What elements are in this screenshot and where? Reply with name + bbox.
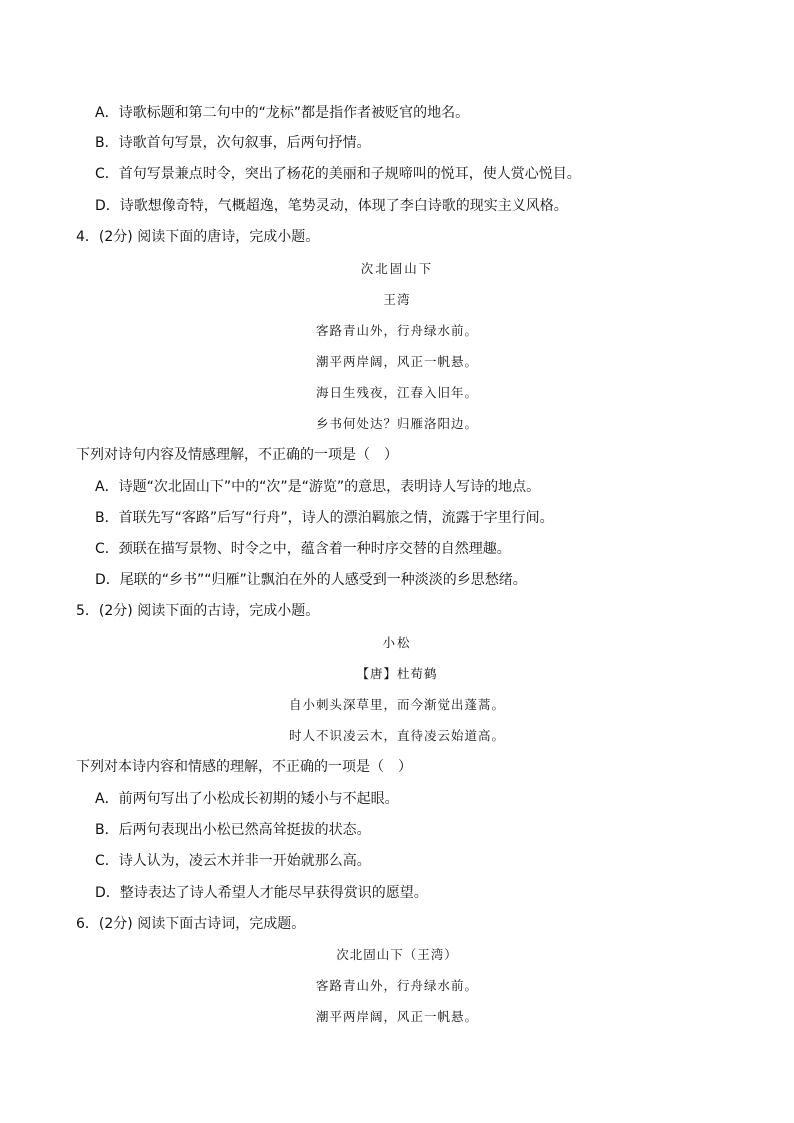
q5-stem: 5．(2分) 阅读下面的古诗，完成小题。 bbox=[76, 603, 320, 619]
q5-option-d: D．整诗表达了诗人希望人才能尽早获得赏识的愿望。 bbox=[95, 885, 428, 901]
q6-stem: 6．(2分) 阅读下面古诗词，完成题。 bbox=[76, 916, 306, 932]
q3-option-a: A．诗歌标题和第二句中的“龙标”都是指作者被贬官的地名。 bbox=[95, 105, 470, 121]
q4-poem-line: 乡书何处达？归雁洛阳边。 bbox=[315, 416, 478, 431]
q4-stem: 4．(2分) 阅读下面的唐诗，完成小题。 bbox=[76, 229, 320, 245]
q4-poem-title: 次北固山下 bbox=[360, 261, 434, 276]
q4-option-a: A．诗题“次北固山下”中的“次”是“游览”的意思，表明诗人写诗的地点。 bbox=[95, 479, 541, 495]
q4-poem-line: 客路青山外，行舟绿水前。 bbox=[315, 323, 478, 338]
q5-poem-title: 小松 bbox=[382, 635, 412, 650]
q6-poem-line: 潮平两岸阔，风正一帆悬。 bbox=[315, 1009, 478, 1024]
q4-option-c: C．颈联在描写景物、时令之中，蕴含着一种时序交替的自然理趣。 bbox=[95, 541, 511, 557]
q5-poem-author: 【唐】杜荀鹤 bbox=[356, 666, 438, 681]
q6-poem-title: 次北固山下（王湾） bbox=[336, 947, 458, 962]
q3-option-c: C．首句写景兼点时令，突出了杨花的美丽和子规啼叫的悦耳，使人赏心悦目。 bbox=[95, 166, 581, 182]
q6-poem-line: 客路青山外，行舟绿水前。 bbox=[315, 978, 478, 993]
q4-poem-author: 王湾 bbox=[383, 292, 411, 307]
q5-option-a: A．前两句写出了小松成长初期的矮小与不起眼。 bbox=[95, 791, 399, 807]
q5-option-c: C．诗人认为，凌云木并非一开始就那么高。 bbox=[95, 853, 371, 869]
q4-poem-line: 海日生残夜，江春入旧年。 bbox=[315, 385, 478, 400]
q5-option-b: B．后两句表现出小松已然高耸挺拔的状态。 bbox=[95, 822, 371, 838]
q4-option-d: D．尾联的“乡书”“归雁”让飘泊在外的人感受到一种淡淡的乡思愁绪。 bbox=[95, 572, 527, 588]
q5-question: 下列对本诗内容和情感的理解，不正确的一项是（ ） bbox=[76, 759, 412, 775]
q5-poem-line: 自小刺头深草里，而今渐觉出蓬蒿。 bbox=[288, 697, 505, 712]
q3-option-d: D．诗歌想像奇特，气概超逸，笔势灵动，体现了李白诗歌的现实主义风格。 bbox=[95, 198, 568, 214]
q3-option-b: B．诗歌首句写景，次句叙事，后两句抒情。 bbox=[95, 135, 371, 151]
q4-option-b: B．首联先写“客路”后写“行舟”，诗人的漂泊羁旅之情，流露于字里行间。 bbox=[95, 510, 554, 526]
q5-poem-line: 时人不识凌云木，直待凌云始道高。 bbox=[288, 728, 505, 743]
q4-poem-line: 潮平两岸阔，风正一帆悬。 bbox=[315, 354, 478, 369]
q4-question: 下列对诗句内容及情感理解，不正确的一项是（ ） bbox=[76, 447, 398, 463]
